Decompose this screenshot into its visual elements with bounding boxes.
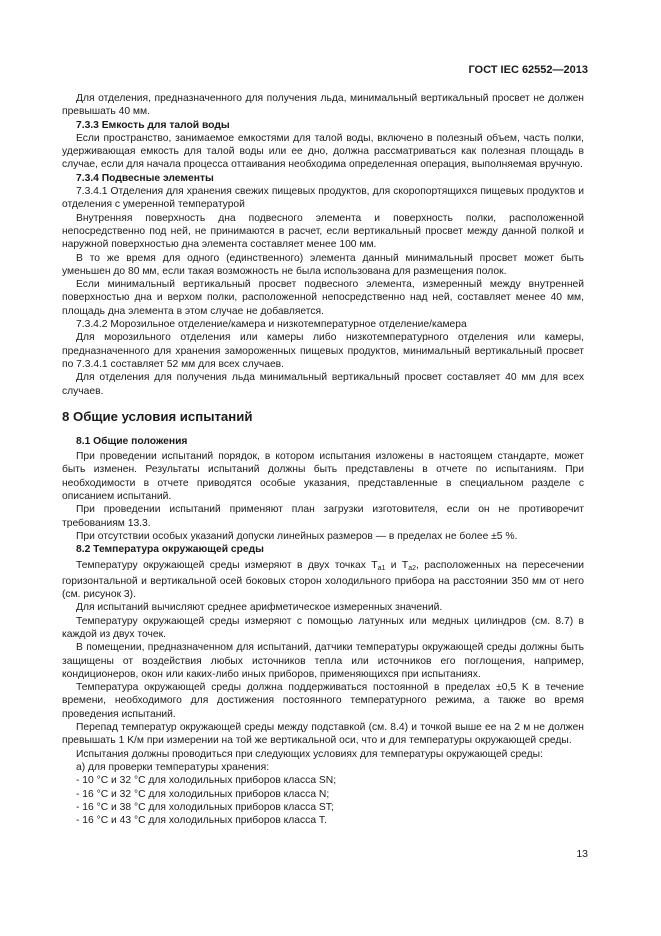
paragraph: При отсутствии особых указаний допуски линейных размеров — в пределах не более ±5 %. [76,530,518,542]
subscript: a1 [377,564,386,572]
list-item: - 16 °С и 32 °С для холодильных приборов класса N; [76,788,330,800]
subsection-heading: 7.3.4 Подвесные элементы [76,172,214,184]
page-number: 13 [576,848,588,860]
paragraph: В то же время для одного (единственного) элемента данный минимальный просвет может быть уменьшен до 80 мм, если такая возможность не была использована для размещения полок. [62,252,584,277]
paragraph: Температура окружающей среды должна поддерживаться постоянной в пределах ±0,5 K в течение времени, необходимого для достижения постоянного температурного режима, а также во время проведения испытаний. [62,682,584,720]
list-item: - 10 °С и 32 °С для холодильных приборов класса SN; [76,775,337,787]
paragraph: Для отделения, предназначенного для получения льда, минимальный вертикальный просвет не должен превышать 40 мм. [62,93,584,118]
paragraph: Для отделения для получения льда минимальный вертикальный просвет составляет 40 мм для всех случаев. [62,372,584,397]
list-item: - 16 °С и 38 °С для холодильных приборов класса ST; [76,801,334,813]
paragraph: Перепад температур окружающей среды между подставкой (см. 8.4) и точкой выше ее на 2 м не должен превышать 1 K/м при измерении на той же вертикальной оси, что и для температуры окружающей среды. [62,722,584,747]
paragraph: Для испытаний вычисляют среднее арифметическое измеренных значений. [76,602,443,614]
paragraph: Температуру окружающей среды измеряют с помощью латунных или медных цилиндров (см. 8.7) в каждой из двух точек. [62,615,584,640]
subscript: a2 [408,564,417,572]
document-body [62,92,584,827]
paragraph: При проведении испытаний порядок, в котором испытания изложены в настоящем стандарте, может быть изменен. Результаты испытаний должны быть представлены в отчете по испытаниям. При необходимости в отчете приводятся особые указания, представленные в специальном разделе с описанием испытаний. [62,451,584,503]
paragraph: Если пространство, занимаемое емкостями для талой воды, включено в полезный объем, часть полки, удерживающая емкость для талой воды или ее дно, должна рассматриваться как полезная площадь в случае, если для начала процесса оттаивания необходима определенная операция, выполняемая вручную. [62,132,584,171]
subsection-heading: 8.1 Общие положения [76,435,188,447]
paragraph: Для морозильного отделения или камеры либо низкотемпературного отделения или камеры, предназначенного для хранения замороженных пищевых продуктов, минимальный вертикальный просвет по 7.3.4.1 составляет 52 мм для всех случаев. [62,332,584,370]
paragraph: Испытания должны проводиться при следующих условиях для температуры окружающей среды: [76,748,543,760]
list-item: - 16 °С и 43 °С для холодильных приборов класса T. [76,815,327,827]
section-heading: 8 Общие условия испытаний [62,408,253,424]
paragraph: Температуру окружающей среды измеряют в двух точках $T_{a1}$ и $T_{a2}$, расположенных на пересечении горизонтальной и вертикальной осей боковых сторон холодильного прибора на расстоянии 350 мм от него (см. рисунок 3). [62,559,584,601]
list-item: а) для проверки температуры хранения: [76,761,270,773]
paragraph: 7.3.4.2 Морозильное отделение/камера и низкотемпературное отделение/камера [76,319,467,331]
paragraph: Если минимальный вертикальный просвет подвесного элемента, измеренный между внутренней поверхностью дна и верхом полки, расположенной непосредственно над ней, составляет менее 40 мм, площадь дна элемента в этом случае не добавляется. [62,279,584,317]
paragraph: В помещении, предназначенном для испытаний, датчики температуры окружающей среды должны быть защищены от воздействия любых источников тепла или источников его поглощения, например, кондиционеров, окон или каких-либо иных приборов, применяющихся при испытаниях. [62,642,584,680]
paragraph: Внутренняя поверхность дна подвесного элемента и поверхность полки, расположенной непосредственно под ней, не принимаются в расчет, если вертикальный просвет между данной полкой и наружной поверхностью дна элемента составляет менее 100 мм. [62,212,584,251]
subsection-heading: 8.2 Температура окружающей среды [76,544,264,556]
subsection-heading: 7.3.3 Емкость для талой воды [76,119,230,131]
paragraph: 7.3.4.1 Отделения для хранения свежих пищевых продуктов, для скоропортящихся пищевых продуктов и отделения с умеренной температурой [62,186,584,211]
document-header: ГОСТ IEC 62552—2013 [468,64,588,76]
paragraph: При проведении испытаний применяют план загрузки изготовителя, если он не противоречит требованиям 13.3. [62,504,584,529]
